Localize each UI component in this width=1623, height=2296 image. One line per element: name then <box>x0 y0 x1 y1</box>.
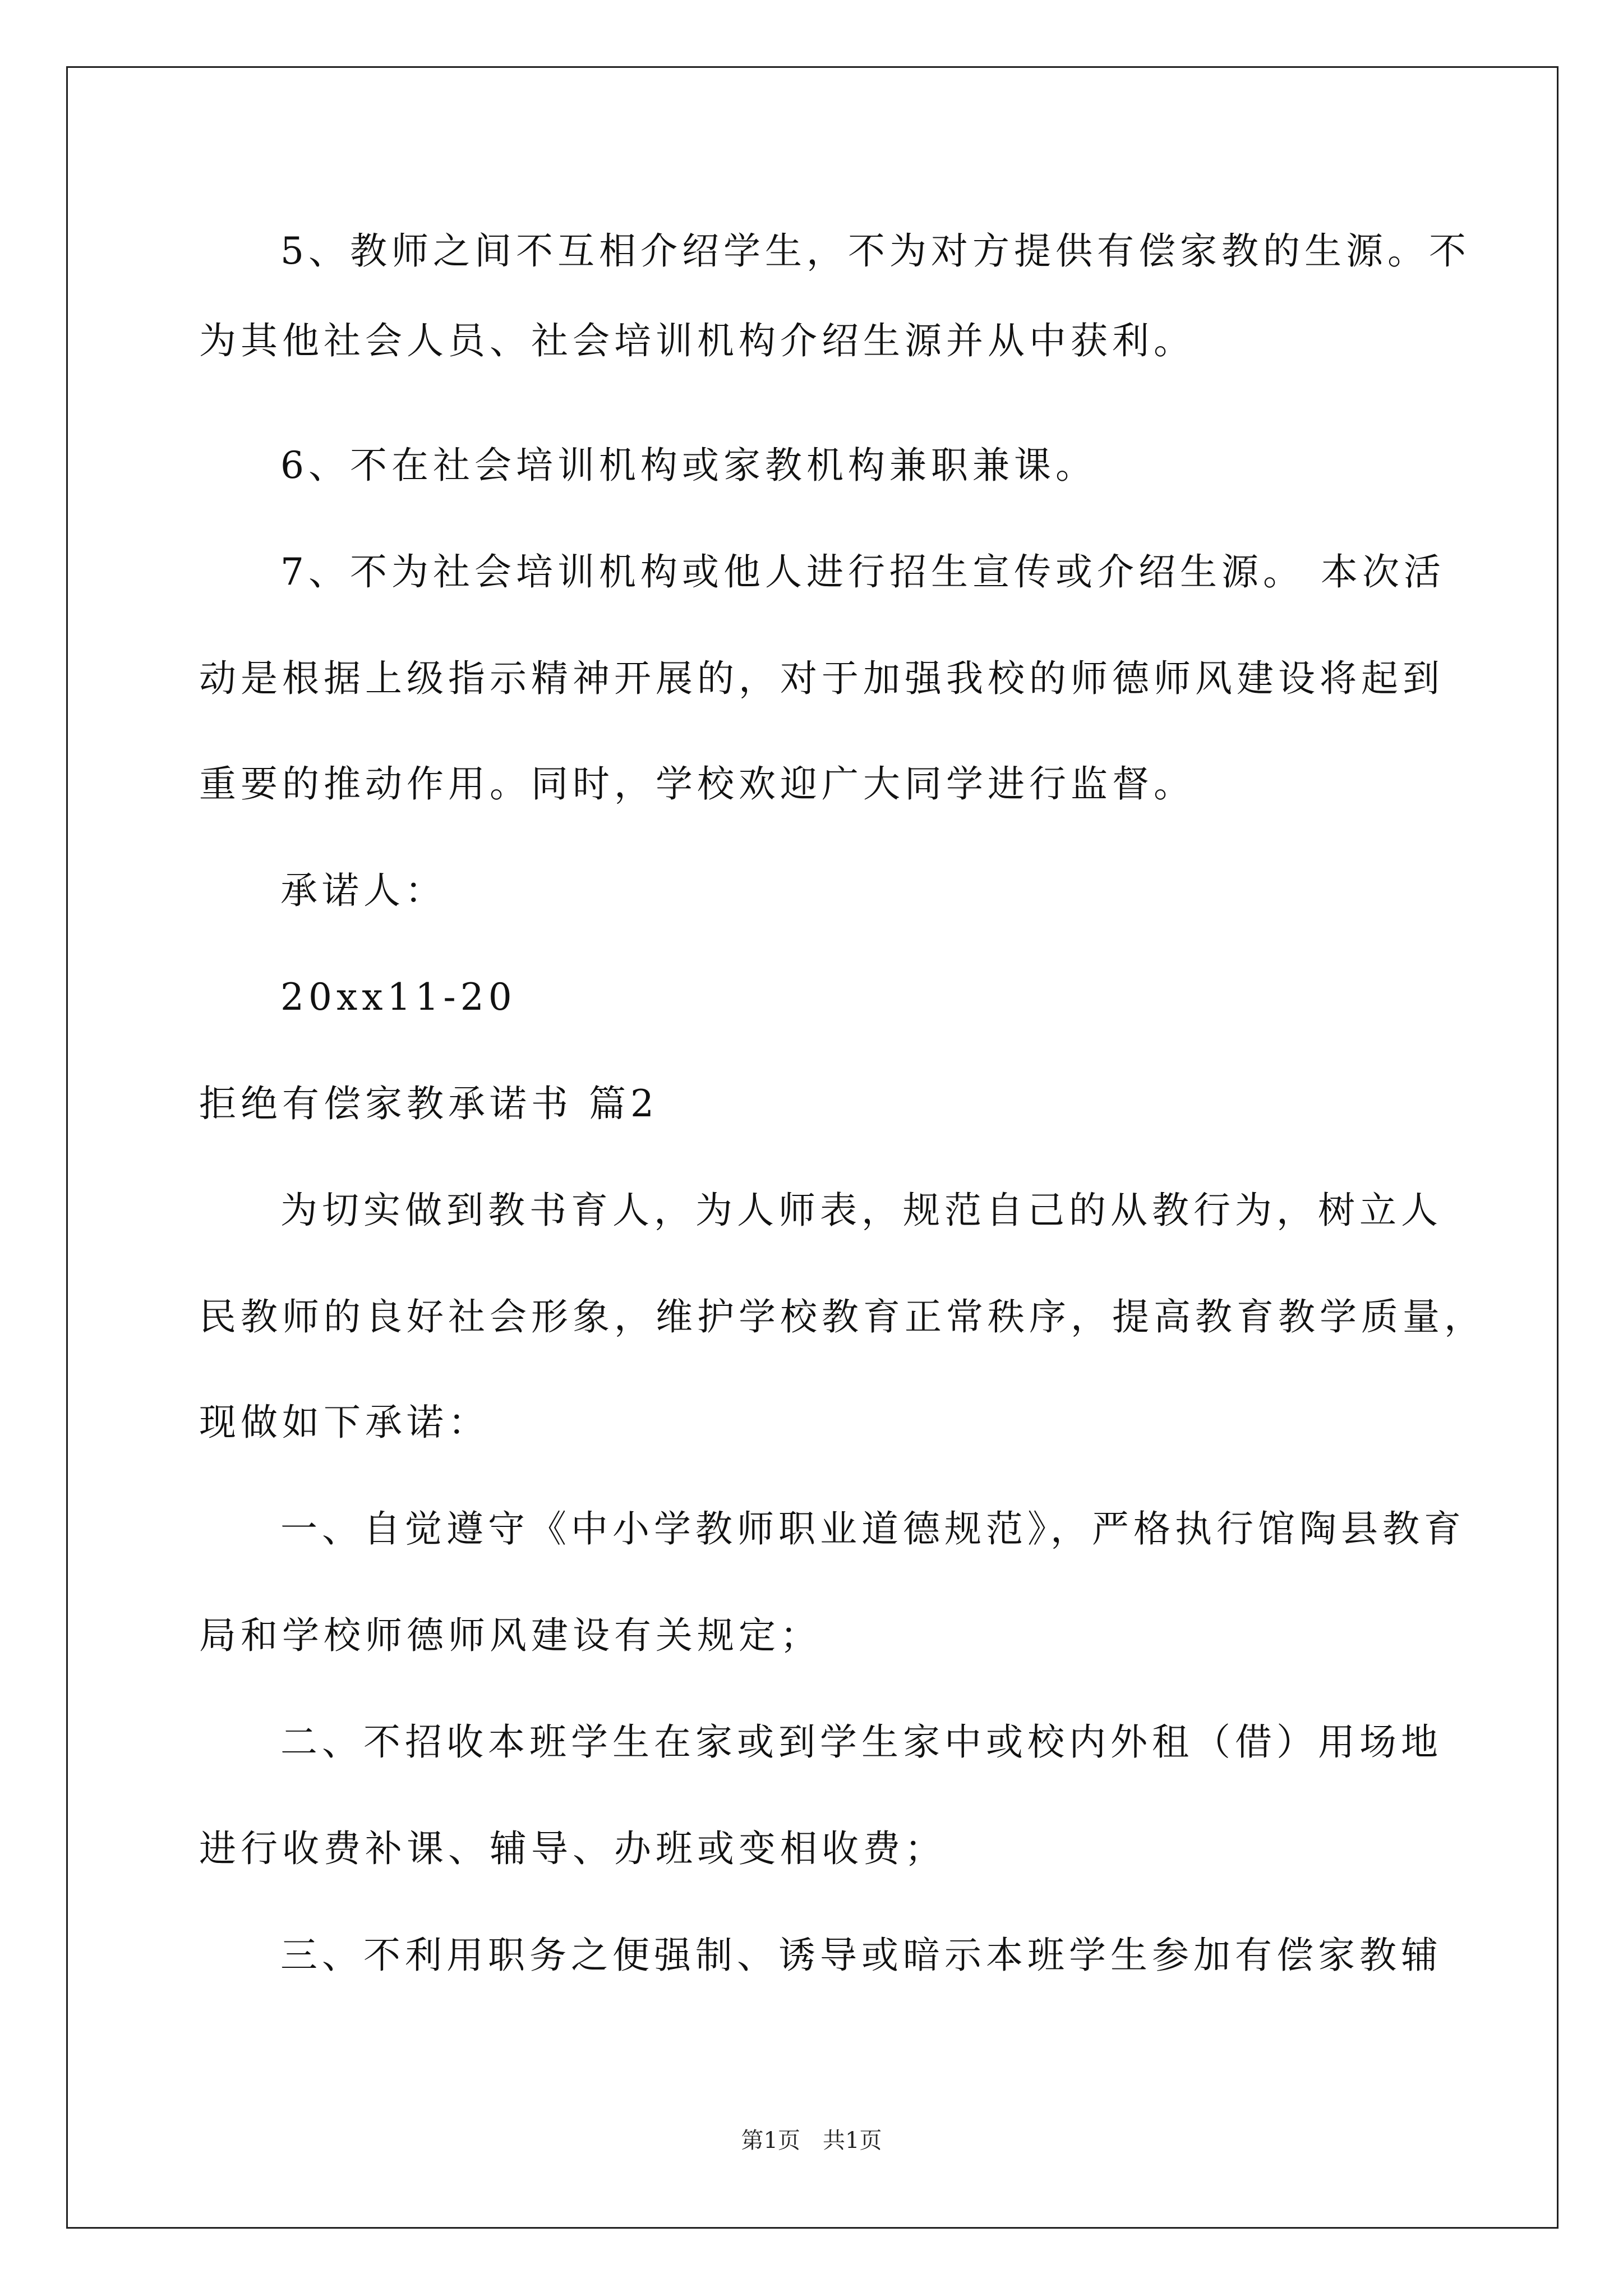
section-heading: 拒绝有偿家教承诺书 篇2 <box>199 1082 658 1125</box>
paragraph-line: 7、不为社会培训机构或他人进行招生宣传或介绍生源。 本次活 <box>280 550 1445 593</box>
page-footer: 第1页 共1页 <box>741 2128 882 2154</box>
paragraph-line: 为切实做到教书育人，为人师表，规范自己的从教行为，树立人 <box>280 1189 1442 1232</box>
paragraph-line: 为其他社会人员、社会培训机构介绍生源并从中获利。 <box>199 319 1195 362</box>
paragraph-line: 一、自觉遵守《中小学教师职业道德规范》，严格执行馆陶县教育 <box>280 1507 1465 1550</box>
paragraph-line: 进行收费补课、辅导、办班或变相收费； <box>199 1827 946 1870</box>
paragraph-line: 6、不在社会培训机构或家教机构兼职兼课。 <box>280 444 1097 487</box>
signatory-label: 承诺人： <box>280 869 446 912</box>
date-line: 20xx11-20 <box>280 976 517 1019</box>
paragraph-line: 动是根据上级指示精神开展的，对于加强我校的师德师风建设将起到 <box>199 657 1444 700</box>
paragraph-line: 重要的推动作用。同时，学校欢迎广大同学进行监督。 <box>199 762 1195 806</box>
page-border <box>66 66 1559 2229</box>
paragraph-line: 三、不利用职务之便强制、诱导或暗示本班学生参加有偿家教辅 <box>280 1934 1442 1977</box>
paragraph-line: 民教师的良好社会形象，维护学校教育正常秩序，提高教育教学质量， <box>199 1295 1486 1338</box>
paragraph-line: 现做如下承诺： <box>199 1401 490 1444</box>
paragraph-line: 二、不招收本班学生在家或到学生家中或校内外租（借）用场地 <box>280 1720 1442 1764</box>
paragraph-line: 5、教师之间不互相介绍学生，不为对方提供有偿家教的生源。不 <box>280 229 1470 273</box>
paragraph-line: 局和学校师德师风建设有关规定； <box>199 1614 822 1657</box>
